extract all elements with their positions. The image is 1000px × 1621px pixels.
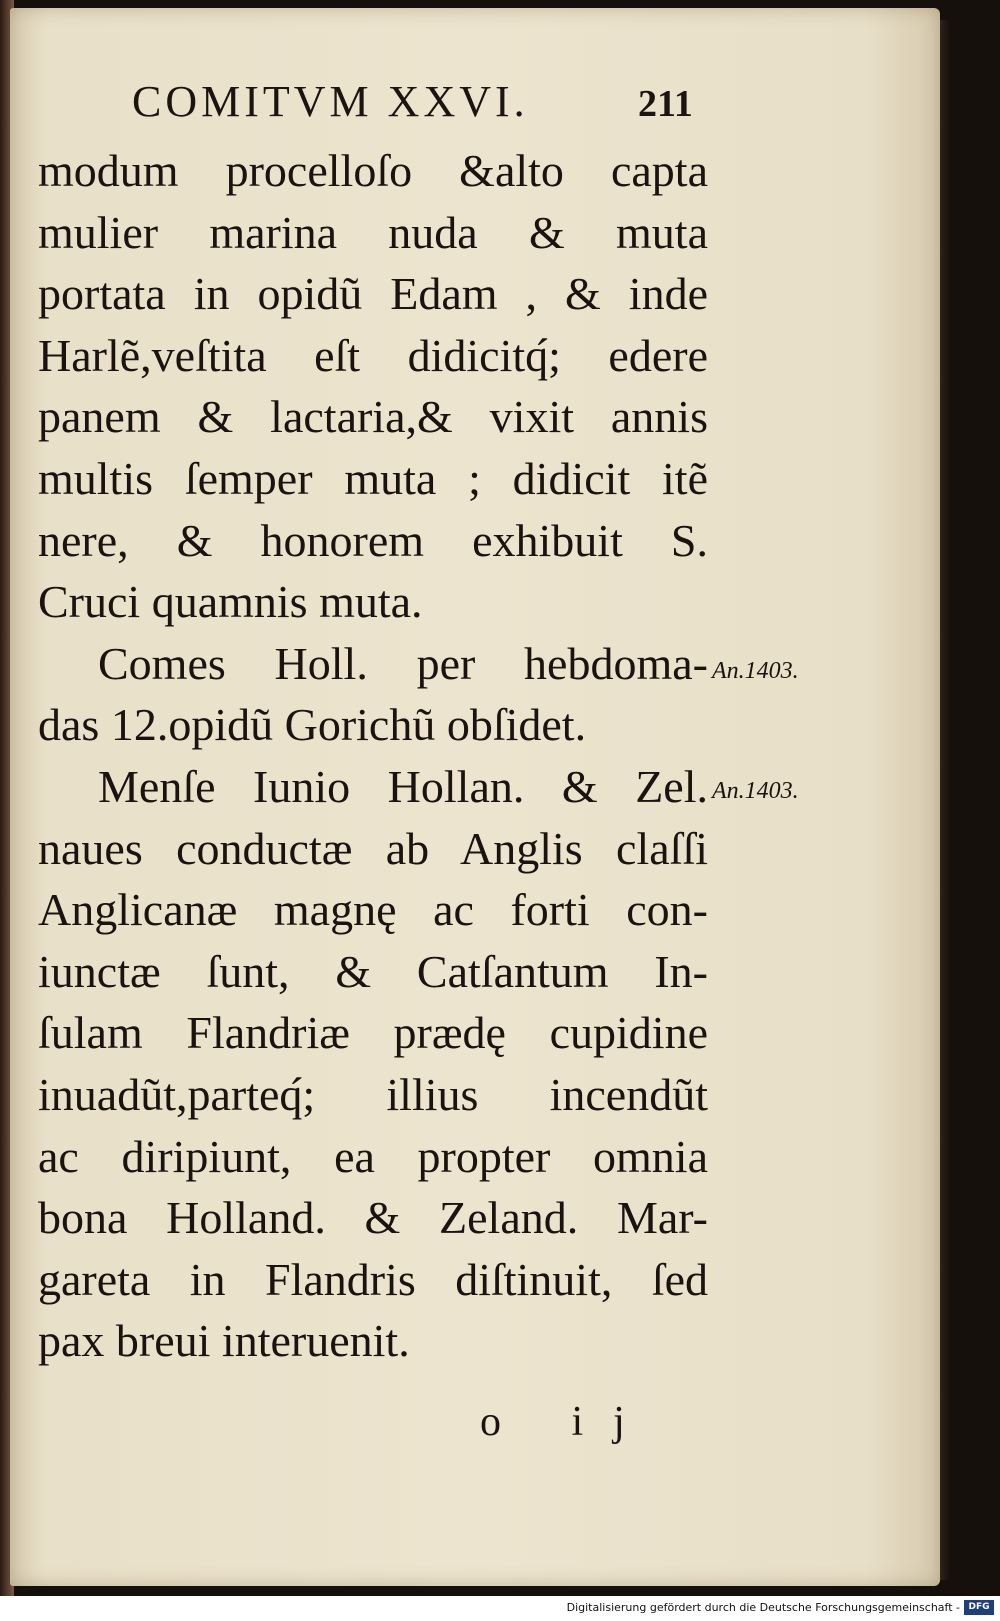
running-head-title: COMITVM XXVI. bbox=[132, 77, 529, 126]
text-line: multis ſemper muta ; didicit itẽ bbox=[38, 452, 708, 504]
text-line: das 12.opidũ Gorichũ obſidet. bbox=[38, 699, 587, 751]
page-number: 211 bbox=[638, 83, 693, 125]
text-block bbox=[38, 140, 708, 1372]
marginal-note-year: An.1403. bbox=[712, 778, 799, 804]
text-line: gareta in Flandris diſtinuit, ſed bbox=[38, 1253, 708, 1305]
text-line-paragraph-start: Comes Holl. per hebdoma- bbox=[98, 637, 708, 689]
marginal-note-year: An.1403. bbox=[712, 658, 799, 684]
text-line: portata in opidũ Edam , & inde bbox=[38, 268, 708, 320]
text-line: Cruci quamnis muta. bbox=[38, 576, 423, 628]
text-line: naues conductæ ab Anglis claſſi bbox=[38, 822, 708, 874]
dfg-logo: DFG bbox=[964, 1600, 994, 1615]
text-line: nere, & honorem exhibuit S. bbox=[38, 514, 708, 566]
text-line: ac diripiunt, ea propter omnia bbox=[38, 1130, 708, 1182]
text-line: pax breui interuenit. bbox=[38, 1315, 410, 1367]
digitization-footer bbox=[0, 1596, 1000, 1621]
book-page bbox=[10, 8, 940, 1586]
text-line: iunctæ ſunt, & Catſantum In- bbox=[38, 945, 708, 997]
text-line: inuadũt,parteq́; illius incendũt bbox=[38, 1068, 708, 1120]
text-line: ſulam Flandriæ prædę cupidine bbox=[38, 1007, 708, 1059]
text-line: Harlẽ,veſtita eſt didicitq́; edere bbox=[38, 329, 708, 381]
text-line: panem & lactaria,& vixit annis bbox=[38, 391, 708, 443]
text-line: mulier marina nuda & muta bbox=[38, 206, 708, 258]
text-line: modum procelloſo &alto capta bbox=[38, 145, 708, 196]
running-head bbox=[10, 76, 940, 136]
footer-credit: Digitalisierung gefördert durch die Deutsche Forschungsgemeinschaft - bbox=[566, 1601, 960, 1614]
text-line-paragraph-start: Menſe Iunio Hollan. & Zel. bbox=[98, 760, 708, 812]
text-line: bona Holland. & Zeland. Mar- bbox=[38, 1192, 708, 1244]
text-line: Anglicanæ magnę ac forti con- bbox=[38, 884, 708, 936]
signature-mark: o ij bbox=[480, 1399, 655, 1445]
